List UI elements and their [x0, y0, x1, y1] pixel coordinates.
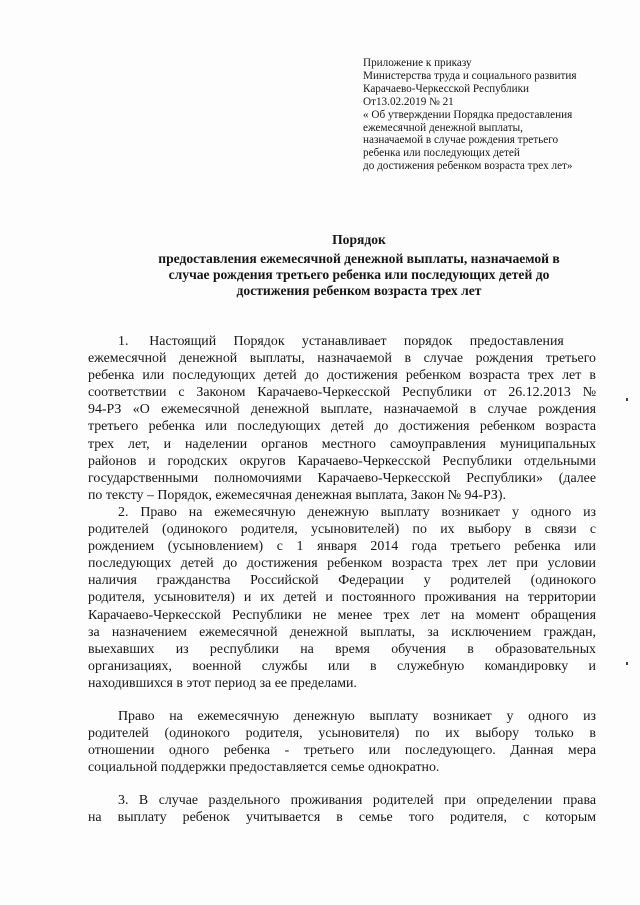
scan-speck	[626, 662, 628, 665]
paragraph-line: на выплату ребенок учитывается в семье того родителя, с которым	[88, 810, 596, 826]
paragraph-4	[88, 792, 596, 826]
paragraph-line: организациях, военной службы или в служебную командировку и	[88, 658, 596, 674]
paragraph-line: 94-РЗ «О ежемесячной денежной выплате, назначаемой в случае рождения	[88, 402, 596, 418]
paragraph-line: соответствии с Законом Карачаево-Черкесской Республики от 26.12.2013 №	[88, 385, 596, 401]
appendix-line: ребенка или последующих детей	[363, 147, 520, 160]
title-line: достижения ребенком возраста трех лет	[236, 283, 482, 298]
paragraph-line: 3. В случае раздельного проживания родителей при определении права	[118, 793, 596, 809]
title-heading: Порядок	[332, 232, 386, 247]
paragraph-line: Право на ежемесячную денежную выплату возникает у одного из	[118, 708, 596, 724]
paragraph-3	[88, 708, 596, 776]
paragraph-line: социальной поддержки предоставляется семье однократно.	[88, 760, 440, 776]
paragraph-line: рождением (усыновлением) с 1 января 2014 года третьего ребенка или	[88, 539, 596, 555]
paragraph-line: наличия гражданства Российской Федерации у родителей (одинокого	[88, 573, 596, 589]
document-title	[100, 232, 618, 299]
paragraph-line: районов и городских округов Карачаево-Черкесской Республики отдельными	[88, 453, 596, 469]
paragraph-2	[88, 504, 596, 692]
paragraph-line: ежемесячной денежной выплаты, назначаемой в случае рождения третьего	[88, 351, 596, 367]
scan-speck	[626, 398, 628, 401]
paragraph-line: государственными полномочиями Карачаево-Черкесской Республики» (далее	[88, 470, 596, 486]
appendix-line: От13.02.2019 № 21	[363, 95, 454, 108]
appendix-line: Министерства труда и социального развития	[363, 69, 577, 82]
paragraph-line: Карачаево-Черкесской Республики не менее трех лет на момент обращения	[88, 607, 596, 623]
title-line: предоставления ежемесячной денежной выплаты, назначаемой в	[158, 251, 560, 266]
paragraph-line: последующих детей до достижения ребенком возраста трех лет при условии	[88, 556, 596, 572]
paragraph-line: 2. Право на ежемесячную денежную выплату возникает у одного из	[118, 504, 596, 520]
paragraph-line: родителя, усыновителя) и их детей и постоянного проживания на территории	[88, 590, 596, 606]
appendix-line: Карачаево-Черкесской Республики	[363, 82, 530, 95]
paragraph-line: выехавших из республики на время обучения в образовательных	[88, 641, 596, 657]
paragraph-line: по тексту – Порядок, ежемесячная денежная выплата, Закон № 94-РЗ).	[88, 487, 506, 503]
appendix-line: Приложение к приказу	[363, 57, 472, 69]
appendix-line: ежемесячной денежной выплаты,	[363, 121, 523, 134]
paragraph-line: родителей (одинокого родителя, усыновителя) по их выбору только в	[88, 726, 596, 742]
appendix-header	[363, 57, 613, 173]
paragraph-1	[88, 333, 596, 504]
document-body	[88, 333, 596, 827]
paragraph-line: отношении одного ребенка - третьего или последующего. Данная мера	[88, 743, 596, 759]
paragraph-line: находившихся в этот период за ее пределами.	[88, 675, 357, 691]
paragraph-line: за назначением ежемесячной денежной выплаты, за исключением граждан,	[88, 624, 596, 640]
paragraph-line: третьего ребенка или последующих детей до достижения ребенком возраста	[88, 419, 596, 435]
appendix-line: назначаемой в случае рождения третьего	[363, 134, 559, 147]
appendix-line: до достижения ребенком возраста трех лет»	[363, 160, 573, 173]
paragraph-line: 1. Настоящий Порядок устанавливает порядок предоставления	[118, 334, 564, 349]
paragraph-line: ребенка или последующих детей до достижения ребенком возраста трех лет в	[88, 368, 596, 384]
title-line: случае рождения третьего ребенка или последующих детей до	[168, 267, 550, 282]
appendix-line: « Об утверждении Порядка предоставления	[363, 108, 573, 121]
paragraph-line: родителей (одинокого родителя, усыновителей) по их выбору в связи с	[88, 522, 596, 538]
paragraph-line: трех лет, и наделении органов местного самоуправления муниципальных	[88, 436, 596, 452]
